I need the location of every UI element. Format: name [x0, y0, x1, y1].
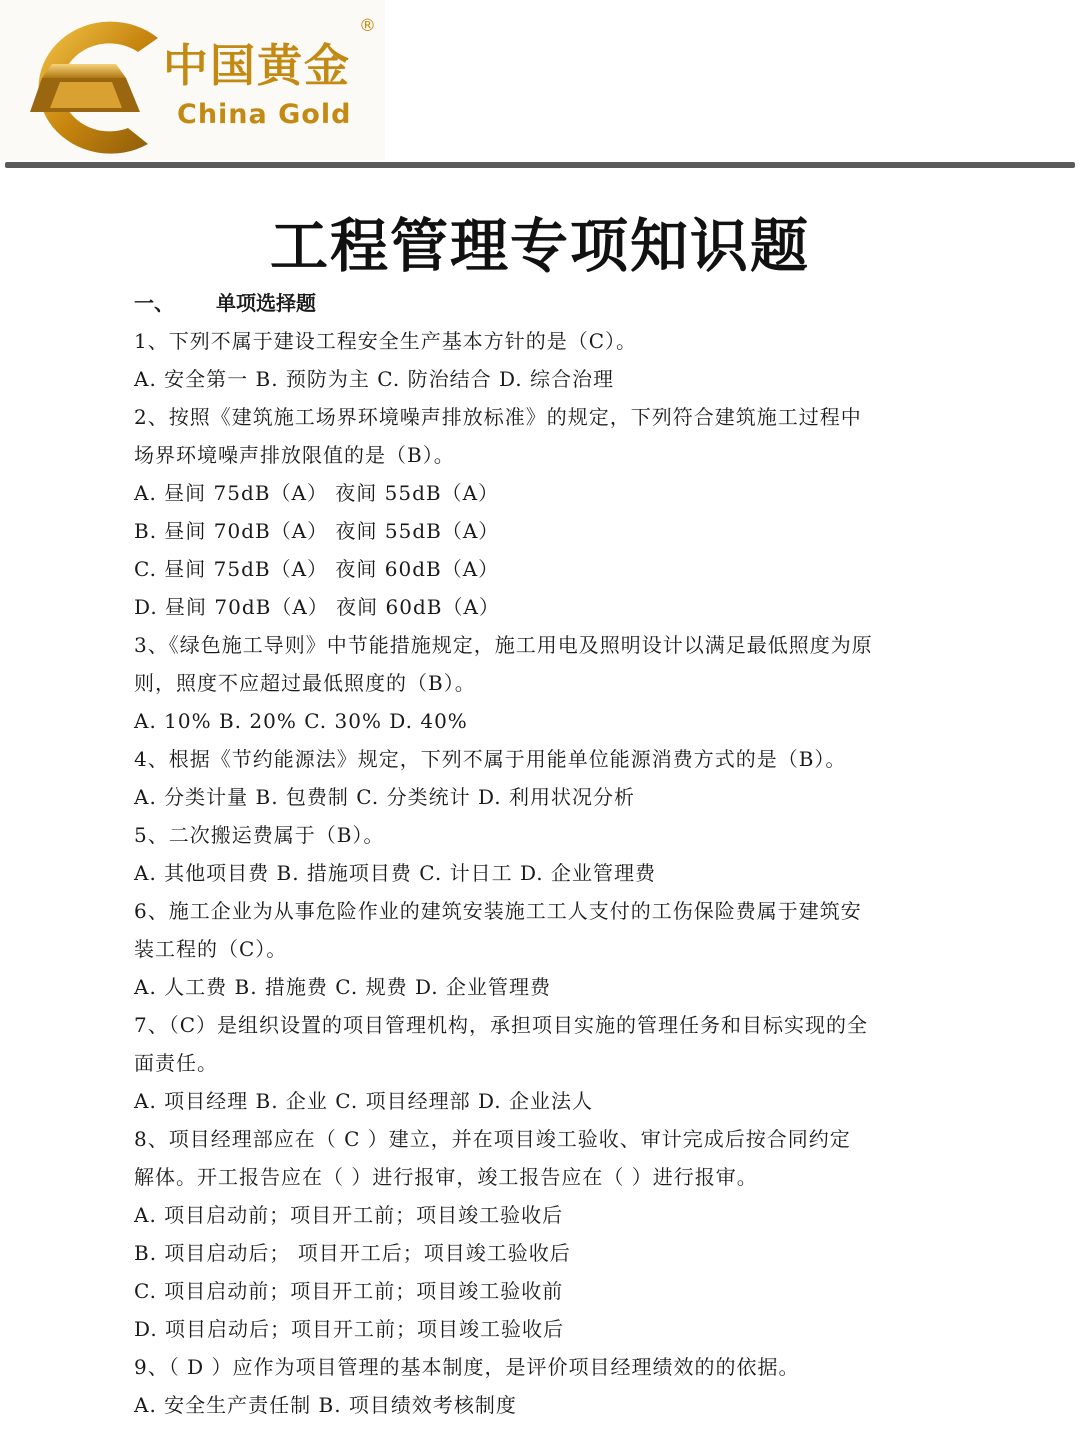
text-line: 装工程的（C）。: [134, 937, 288, 961]
letterhead: [0, 0, 1080, 172]
section-number: 一、: [134, 291, 174, 315]
text-line: 场界环境噪声排放限值的是（B）。: [134, 443, 455, 467]
text-line: 9、（ D ）应作为项目管理的基本制度，是评价项目经理绩效的的依据。: [134, 1355, 800, 1379]
text-line: 5、二次搬运费属于（B）。: [134, 823, 385, 847]
header-divider: [5, 162, 1075, 168]
text-line: 6、施工企业为从事危险作业的建筑安装施工工人支付的工伤保险费属于建筑安: [134, 899, 862, 923]
text-line: D. 昼间 70dB（A） 夜间 60dB（A）: [134, 595, 500, 619]
china-gold-logo: [0, 0, 385, 160]
text-line: 2、按照《建筑施工场界环境噪声排放标准》的规定，下列符合建筑施工过程中: [134, 405, 862, 429]
registered-mark: ®: [359, 16, 376, 36]
text-line: A. 安全第一 B. 预防为主 C. 防治结合 D. 综合治理: [134, 367, 614, 391]
section-label: 单项选择题: [216, 291, 316, 315]
text-line: A. 安全生产责任制 B. 项目绩效考核制度: [134, 1393, 517, 1417]
text-line: A. 项目启动前；项目开工前；项目竣工验收后: [134, 1203, 564, 1227]
text-line: A. 其他项目费 B. 措施项目费 C. 计日工 D. 企业管理费: [134, 861, 656, 885]
question-list: [134, 284, 954, 1424]
page-title: 工程管理专项知识题: [269, 212, 810, 280]
text-line: A. 分类计量 B. 包费制 C. 分类统计 D. 利用状况分析: [134, 785, 635, 809]
text-line: 7、（C）是组织设置的项目管理机构，承担项目实施的管理任务和目标实现的全: [134, 1013, 869, 1037]
text-line: B. 项目启动后； 项目开工后；项目竣工验收后: [134, 1241, 571, 1265]
text-line: 8、项目经理部应在（ C ）建立，并在项目竣工验收、审计完成后按合同约定: [134, 1127, 851, 1151]
text-line: 解体。开工报告应在（ ）进行报审，竣工报告应在（ ）进行报审。: [134, 1165, 758, 1189]
text-line: C. 昼间 75dB（A） 夜间 60dB（A）: [134, 557, 500, 581]
text-line: 4、根据《节约能源法》规定，下列不属于用能单位能源消费方式的是（B）。: [134, 747, 847, 771]
text-line: A. 人工费 B. 措施费 C. 规费 D. 企业管理费: [134, 975, 551, 999]
text-line: 则，照度不应超过最低照度的（B）。: [134, 671, 476, 695]
text-line: A. 昼间 75dB（A） 夜间 55dB（A）: [134, 481, 500, 505]
text-line: A. 10% B. 20% C. 30% D. 40%: [134, 709, 468, 733]
text-line: D. 项目启动后；项目开工前；项目竣工验收后: [134, 1317, 565, 1341]
text-line: B. 昼间 70dB（A） 夜间 55dB（A）: [134, 519, 500, 543]
brand-name-chinese: 中国黄金: [163, 39, 352, 92]
text-line: 1、下列不属于建设工程安全生产基本方针的是（C）。: [134, 329, 638, 353]
text-line: C. 项目启动前；项目开工前；项目竣工验收前: [134, 1279, 564, 1303]
text-line: 3、《绿色施工导则》中节能措施规定，施工用电及照明设计以满足最低照度为原: [134, 633, 873, 657]
section-heading: [134, 284, 954, 322]
brand-name-english: China Gold: [177, 99, 352, 130]
text-line: 面责任。: [134, 1051, 218, 1075]
text-line: A. 项目经理 B. 企业 C. 项目经理部 D. 企业法人: [134, 1089, 593, 1113]
gold-ingot-logo-icon: [8, 16, 168, 158]
